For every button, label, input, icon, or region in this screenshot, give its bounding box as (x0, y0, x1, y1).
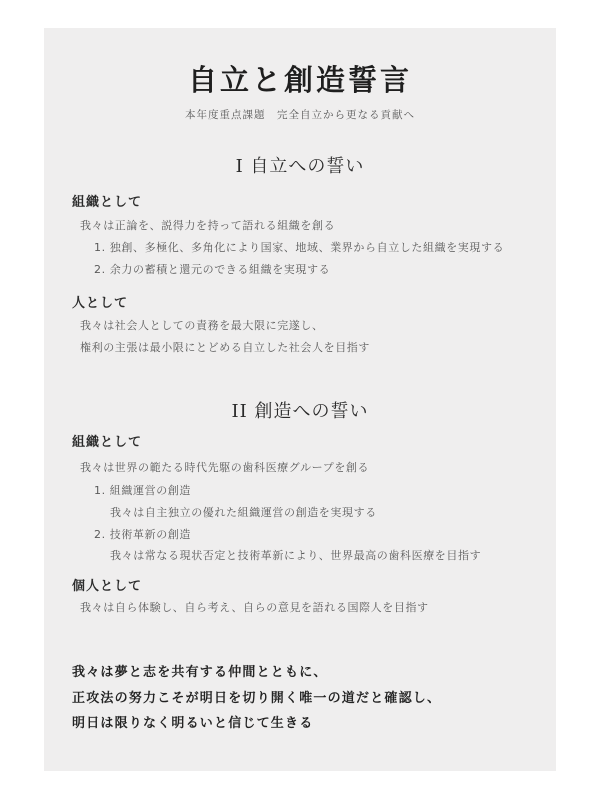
pledge-item-text: 我々は常なる現状否定と技術革新により、世界最高の歯科医療を目指す (110, 549, 482, 562)
section-heading-independence: I 自立への誓い (235, 156, 365, 177)
sub-heading-as-organization: 組織として (72, 195, 143, 210)
document-sheet (44, 28, 556, 771)
pledge-line: 我々は自ら体験し、自ら考え、自らの意見を語れる国際人を目指す (80, 601, 429, 614)
pledge-item-text: 我々は自主独立の優れた組織運営の創造を実現する (110, 506, 377, 519)
pledge-line: 我々は社会人としての責務を最大限に完遂し、 (80, 319, 324, 332)
sub-heading-as-individual: 個人として (72, 579, 143, 594)
pledge-item: 1. 組織運営の創造 (94, 484, 191, 497)
pledge-line: 我々は正論を、説得力を持って語れる組織を創る (80, 219, 336, 232)
closing-line: 明日は限りなく明るいと信じて生きる (72, 716, 314, 731)
pledge-line: 権利の主張は最小限にとどめる自立した社会人を目指す (80, 341, 370, 354)
document-title: 自立と創造誓言 (187, 63, 412, 97)
pledge-item: 2. 余力の蓄積と還元のできる組織を実現する (94, 263, 331, 276)
closing-line: 正攻法の努力こそが明日を切り開く唯一の道だと確認し、 (72, 691, 442, 706)
sub-heading-as-organization: 組織として (72, 435, 143, 450)
pledge-item: 1. 独創、多極化、多角化により国家、地域、業界から自立した組織を実現する (94, 241, 505, 254)
section-heading-creation: II 創造への誓い (231, 401, 369, 422)
closing-line: 我々は夢と志を共有する仲間とともに、 (72, 665, 328, 680)
sub-heading-as-person: 人として (72, 296, 129, 311)
pledge-item: 2. 技術革新の創造 (94, 528, 191, 541)
document-subtitle: 本年度重点課題 完全自立から更なる貢献へ (185, 109, 415, 121)
pledge-line: 我々は世界の範たる時代先駆の歯科医療グループを創る (80, 461, 370, 474)
